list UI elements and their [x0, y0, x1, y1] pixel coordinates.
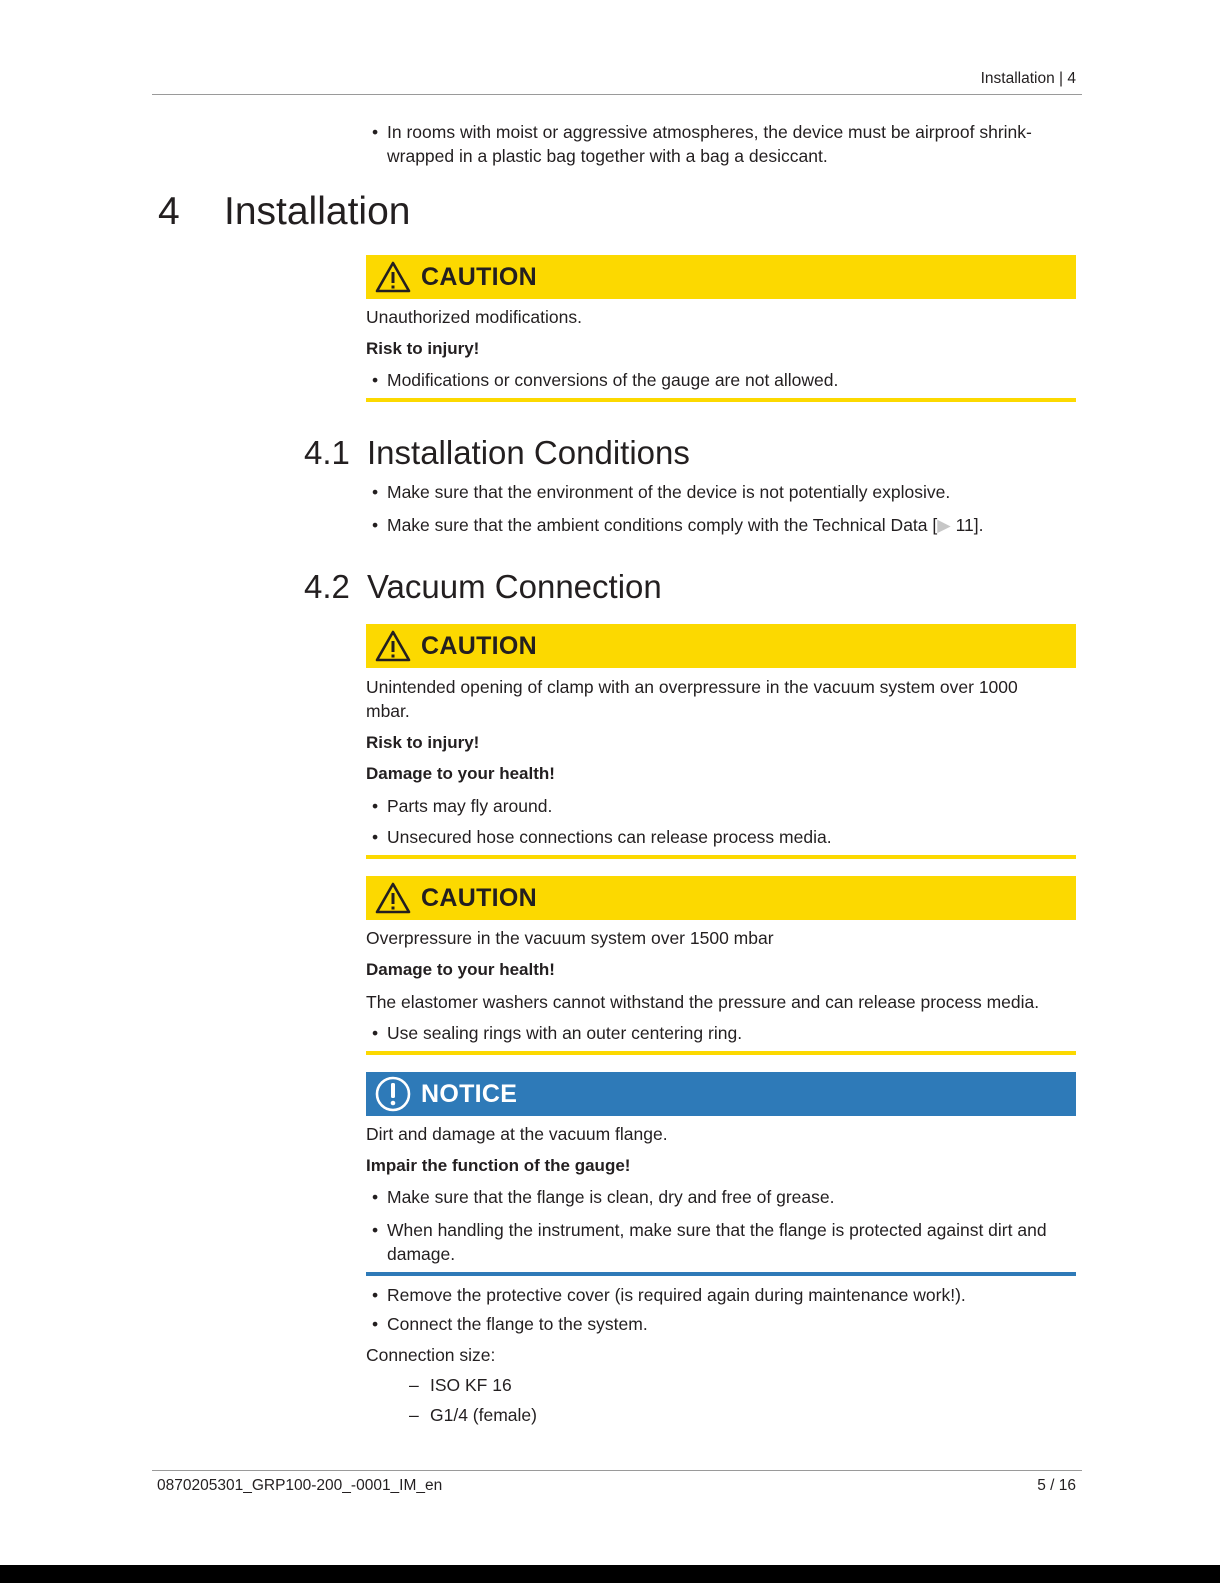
section-number: 4.1: [304, 434, 350, 471]
section-number: 4.2: [304, 568, 350, 605]
step-text: Remove the protective cover (is required again during maintenance work!).: [387, 1285, 966, 1305]
caution2-measure-text: Parts may fly around.: [387, 796, 553, 816]
caution2-measure-text: Unsecured hose connections can release process media.: [387, 827, 832, 847]
step-item: [366, 1283, 1076, 1307]
notice-measure-line2: damage.: [387, 1244, 456, 1264]
caution1-hazard: Unauthorized modifications.: [366, 307, 582, 327]
notice-label: NOTICE: [421, 1079, 518, 1108]
caution1-consequence: Risk to injury!: [366, 339, 480, 358]
connection-size-option: [409, 1403, 537, 1427]
bullet-dot: •: [372, 1023, 379, 1043]
notice-consequence: Impair the function of the gauge!: [366, 1156, 631, 1175]
bullet-dot: •: [372, 1220, 379, 1240]
caution-label: CAUTION: [421, 262, 537, 291]
notice-measure-line1: When handling the instrument, make sure that the flange is protected against dirt and: [387, 1220, 1047, 1240]
section-title: Installation Conditions: [367, 434, 690, 471]
section41-bullet: [366, 513, 1076, 537]
notice-measure-text: Make sure that the flange is clean, dry and free of grease.: [387, 1187, 835, 1207]
dash-mark: –: [409, 1405, 419, 1425]
footer-page-number: 5 / 16: [1037, 1477, 1076, 1494]
step-text: Connect the flange to the system.: [387, 1314, 648, 1334]
caution1-measure: [366, 368, 1076, 392]
section-heading-4-1: [304, 433, 690, 473]
caution-label: CAUTION: [421, 631, 537, 660]
section41-bullet-text: Make sure that the environment of the device is not potentially explosive.: [387, 482, 951, 502]
caution2-measure: [366, 825, 1076, 849]
connection-size-option: [409, 1373, 512, 1397]
warning-triangle-icon: [375, 630, 411, 662]
connection-size-text: ISO KF 16: [430, 1375, 512, 1395]
caution2-hazard-line1: Unintended opening of clamp with an overpressure in the vacuum system over 1000: [366, 677, 1018, 697]
caution-label: CAUTION: [421, 883, 537, 912]
caution2-consequence: Risk to injury!: [366, 733, 480, 752]
bullet-dot: •: [372, 1187, 379, 1207]
notice-hazard: Dirt and damage at the vacuum flange.: [366, 1124, 668, 1144]
xref-page-link[interactable]: 11].: [950, 515, 984, 535]
section41-bullet: [366, 480, 1076, 504]
notice-end-rule: [366, 1272, 1076, 1276]
intro-bullet-line2: wrapped in a plastic bag together with a bag a desiccant.: [387, 146, 828, 166]
caution3-detail: The elastomer washers cannot withstand the pressure and can release process media.: [366, 992, 1040, 1012]
caution1-end-rule: [366, 398, 1076, 402]
bullet-dot: •: [372, 1314, 379, 1334]
section-title: Vacuum Connection: [367, 568, 662, 605]
section41-bullet-text: Make sure that the ambient conditions comply with the Technical Data [: [387, 515, 938, 535]
notice-measure: [366, 1185, 1076, 1209]
warning-triangle-icon: [375, 261, 411, 293]
section-heading-4-2: [304, 567, 662, 607]
bullet-dot: •: [372, 1285, 379, 1305]
bullet-dot: •: [372, 796, 379, 816]
warning-triangle-icon: [375, 882, 411, 914]
caution2-end-rule: [366, 855, 1076, 859]
intro-bullet-line1: In rooms with moist or aggressive atmospheres, the device must be airproof shrink-: [387, 122, 1032, 142]
caution3-consequence: Damage to your health!: [366, 960, 555, 979]
caution3-measure: [366, 1021, 1076, 1045]
footer-doc-id: 0870205301_GRP100-200_-0001_IM_en: [157, 1477, 443, 1494]
xref-arrow-icon[interactable]: ▶: [937, 515, 951, 535]
caution-banner: [366, 255, 1076, 299]
connection-size-label: Connection size:: [366, 1345, 496, 1365]
caution-banner: [366, 624, 1076, 668]
step-item: [366, 1312, 1076, 1336]
dash-mark: –: [409, 1375, 419, 1395]
notice-measure: [366, 1218, 1076, 1266]
bullet-dot: •: [372, 827, 379, 847]
notice-banner: [366, 1072, 1076, 1116]
bullet-dot: •: [372, 122, 379, 142]
caution3-end-rule: [366, 1051, 1076, 1055]
caution1-measure-text: Modifications or conversions of the gauge are not allowed.: [387, 370, 839, 390]
bullet-dot: •: [372, 482, 379, 502]
caution3-measure-text: Use sealing rings with an outer centering ring.: [387, 1023, 743, 1043]
caution2-measure: [366, 794, 1076, 818]
bottom-edge-bar: [0, 1565, 1220, 1583]
chapter-title: Installation: [224, 190, 411, 233]
chapter-number: 4: [158, 190, 180, 233]
caution2-consequence: Damage to your health!: [366, 764, 555, 783]
intro-bullet: [366, 120, 1076, 168]
chapter-heading: [158, 188, 410, 236]
bullet-dot: •: [372, 370, 379, 390]
running-header: Installation | 4: [980, 70, 1076, 87]
caution3-hazard: Overpressure in the vacuum system over 1500 mbar: [366, 928, 774, 948]
caution2-hazard-line2: mbar.: [366, 701, 410, 721]
header-rule: [152, 94, 1082, 95]
bullet-dot: •: [372, 515, 379, 535]
caution-banner: [366, 876, 1076, 920]
exclamation-circle-icon: [375, 1076, 411, 1112]
connection-size-text: G1/4 (female): [430, 1405, 537, 1425]
footer-rule: [152, 1470, 1082, 1471]
